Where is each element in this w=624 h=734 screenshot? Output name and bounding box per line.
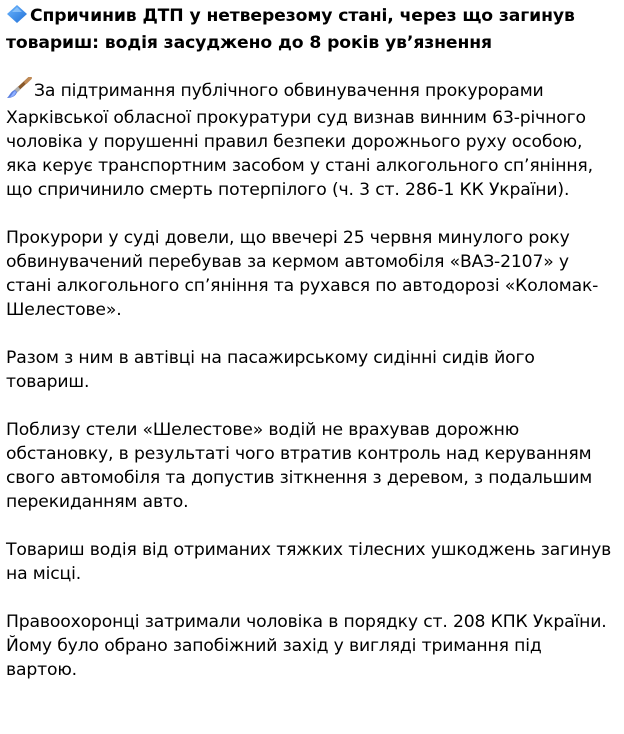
post-paragraph-2: Прокурори у суді довели, що ввечері 25 червня минулого року обвинувачений перебував за кермом автомобіля «ВАЗ-2107» у стані алкогольного сп’яніння та рухався по автодорозі «Коломак-Шелестове».	[6, 228, 599, 320]
post-paragraph-6: Правоохоронці затримали чоловіка в порядку ст. 208 КПК України. Йому було обрано запобіжний захід у вигляді тримання під вартою.	[6, 612, 607, 680]
post-title	[6, 4, 616, 55]
paragraph-text: За підтримання публічного обвинувачення прокурорами Харківської обласної прокуратури суд визнав винним 63-річного чоловіка у порушенні правил безпеки дорожнього руху особою, яка керує транспортним засобом у стані алкогольного сп’яніння, що спричинило смерть потерпілого (ч. 3 ст. 286-1 КК України).	[6, 81, 593, 200]
post-paragraph-1	[6, 77, 616, 202]
paintbrush-icon	[6, 77, 32, 106]
post-paragraph-4: Поблизу стели «Шелестове» водій не врахував дорожню обстановку, в результаті чого втратив контроль над керуванням свого автомобіля та допустив зіткнення з деревом, з подальшим перекиданням авто.	[6, 420, 593, 512]
post-title-text: Спричинив ДТП у нетверезому стані, через що загинув товариш: водія засуджено до 8 років ув’язнення	[6, 6, 575, 53]
blue-diamond-icon	[6, 4, 28, 31]
post-paragraph-3: Разом з ним в автівці на пасажирському сидінні сидів його товариш.	[6, 348, 535, 392]
post-paragraph-5: Товариш водія від отриманих тяжких тілесних ушкоджень загинув на місці.	[6, 540, 612, 584]
